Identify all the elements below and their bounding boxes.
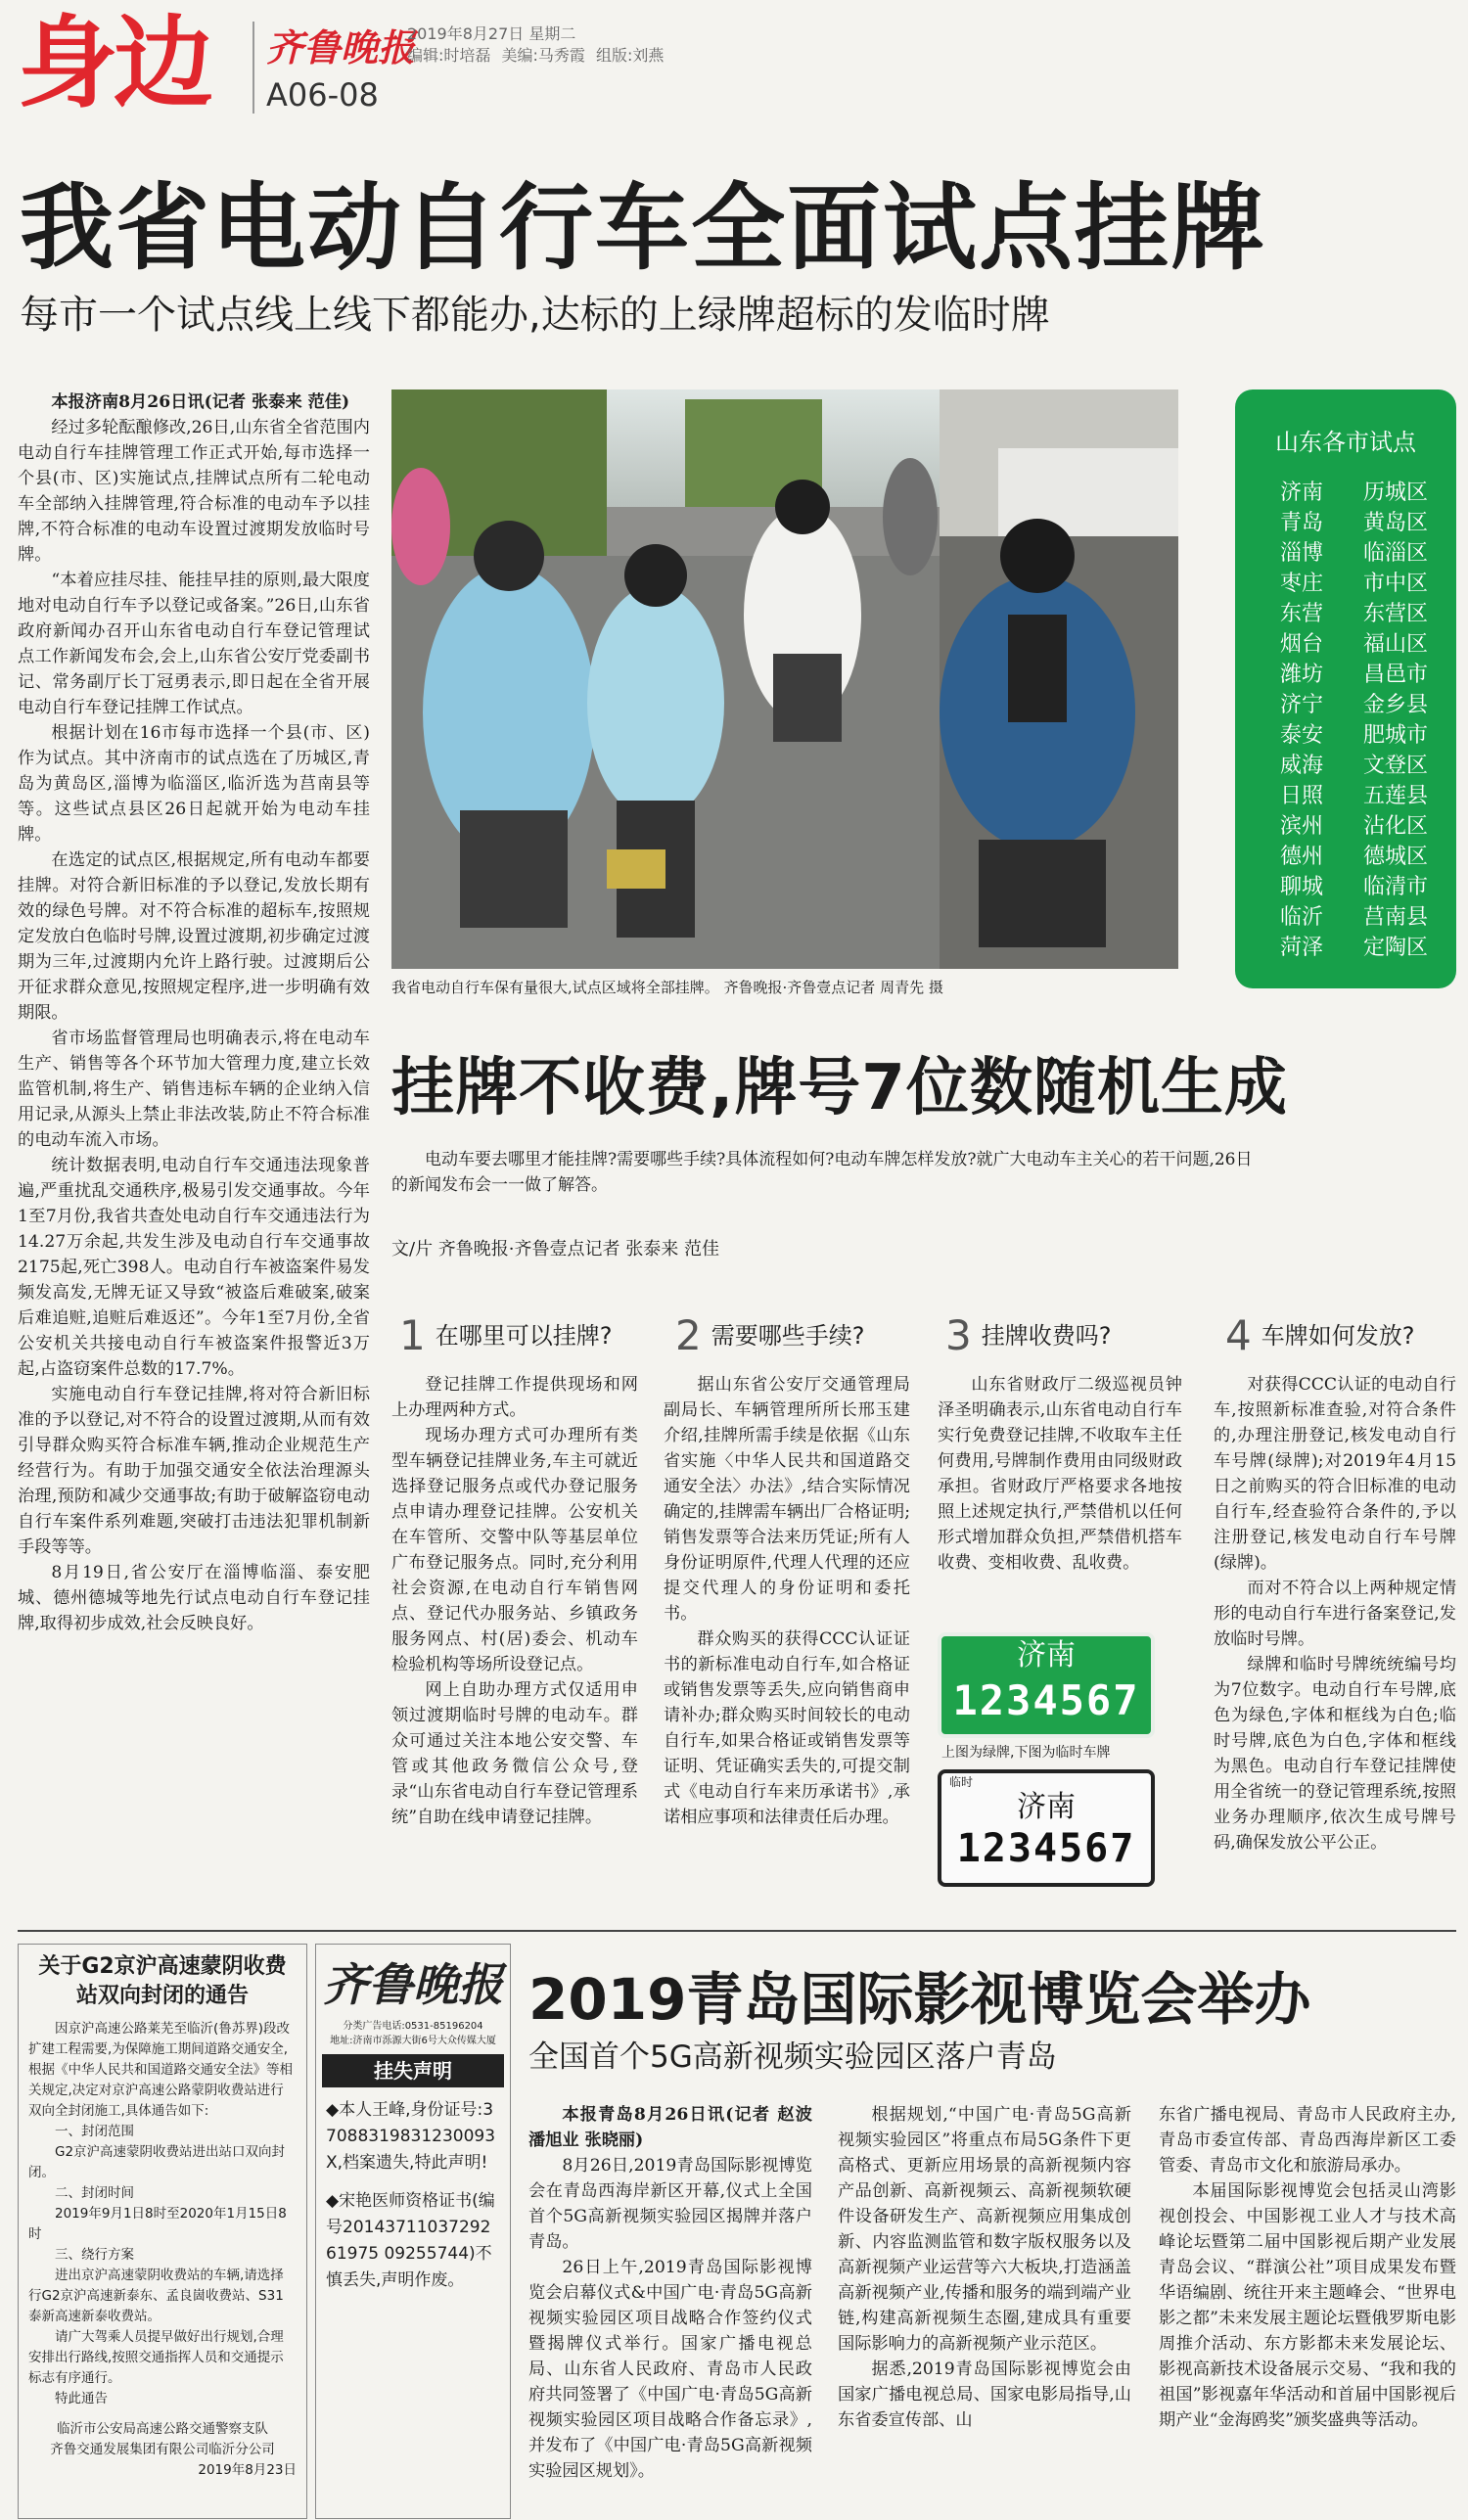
- sidebar-city: 青岛: [1280, 511, 1324, 535]
- notice-paragraph: 请广大驾乘人员提早做好出行规划,合理安排出行路线,按照交通指挥人员和交通提示标志有序通行。: [28, 2329, 284, 2386]
- sidebar-district: 德城区: [1363, 845, 1429, 869]
- sidebar-district: 五莲县: [1363, 784, 1429, 808]
- qa-heading-3: 3 挂牌收费吗?: [945, 1311, 1112, 1359]
- lead-paragraph: 统计数据表明,电动自行车交通违法现象普遍,严重扰乱交通秩序,极易引发交通事故。今年1至7月份,我省共查处电动自行车交通违法行为14.27万余起,共发生涉及电动自行车交通事故2175起,死亡398人。电动自行车被盗案件易发频发高发,无牌无证又导致“被盗后难破案,破案后难追赃,追赃后难返还”。今年1至7月份,全省公安机关共接电动自行车被盗案件报警近3万起,占盗窃案件总数的17.7%。: [18, 1156, 370, 1379]
- sidebar-district: 临清市: [1363, 875, 1429, 899]
- sidebar-city: 临沂: [1280, 905, 1324, 930]
- sidebar-city: 泰安: [1280, 723, 1324, 748]
- main-subheadline: 每市一个试点线上线下都能办,达标的上绿牌超标的发临时牌: [20, 293, 1050, 338]
- story2-headline: 挂牌不收费,牌号7位数随机生成: [391, 1052, 1288, 1124]
- classified-ad: [315, 1944, 511, 2519]
- lead-dateline: 本报济南8月26日讯(记者 张泰来 范佳): [51, 392, 350, 412]
- sidebar-city: 滨州: [1280, 814, 1324, 839]
- sidebar-district: 历城区: [1363, 481, 1429, 505]
- notice-paragraph: 三、绕行方案: [55, 2247, 134, 2263]
- qa-paragraph: 网上自助办理方式仅适用申领过渡期临时号牌的电动车。群众可通过关注本地公安交警、车管或其他政务微信公众号,登录“山东省电动自行车登记管理系统”自助在线申请登记挂牌。: [391, 1680, 638, 1827]
- paper-logo: 齐鲁晚报: [266, 25, 416, 69]
- lead-paragraph: 根据计划在16市每市选择一个县(市、区)作为试点。其中济南市的试点选在了历城区,青岛为黄岛区,淄博为临淄区,临沂选为莒南县等等。这些试点县区26日起就开始为电动车挂牌。: [18, 723, 370, 845]
- story3-paragraph: 本届国际影视博览会包括灵山湾影视创投会、中国影视工业人才与技术高峰论坛暨第二届中国影视后期产业发展青岛会议、“群演公社”项目成果发布暨华语编剧、统往开来主题峰会、“世界电影之都”未来发展主题论坛暨俄罗斯电影周推介活动、东方影都未来发展论坛、影视高新技术设备展示交易、“我和我的祖国”影视嘉年华活动和首届中国影视后期产业“金海鸥奖”颁奖盛典等活动。: [1159, 2181, 1456, 2430]
- ad-lost-notice-title: 挂失声明: [322, 2054, 504, 2087]
- sidebar-city: 德州: [1280, 845, 1324, 869]
- story3-column-1: [528, 2102, 812, 2513]
- sidebar-city: 济南: [1280, 481, 1324, 505]
- sidebar-district: 临淄区: [1363, 541, 1429, 566]
- news-photo: [391, 389, 1178, 969]
- notice-paragraph: 因京沪高速公路莱芜至临沂(鲁苏界)段改扩建工程需要,为保障施工期间道路交通安全,根据《中华人民共和国道路交通安全法》等相关规定,决定对京沪高速公路蒙阴收费站进行双向全封闭施工,具体通告如下:: [28, 2021, 293, 2119]
- story3-paragraph: 据悉,2019青岛国际影视博览会由国家广播电视总局、国家电影局指导,山东省委宣传部、山: [838, 2360, 1131, 2430]
- lead-paragraph: 实施电动自行车登记挂牌,将对符合新旧标准的予以登记,对不符合的设置过渡期,从而有效引导群众购买符合标准车辆,推动企业规范生产经营行为。有助于加强交通安全依法治理源头治理,预防和减少交通事故;有助于破解盗窃电动自行车案件系列难题,突破打击违法犯罪机制新手段等等。: [18, 1385, 370, 1557]
- notice-signer: 临沂市公安局高速公路交通警察支队: [57, 2421, 268, 2437]
- sidebar-city: 烟台: [1280, 632, 1324, 657]
- qa-paragraph: 登记挂牌工作提供现场和网上办理两种方式。: [391, 1375, 638, 1420]
- sidebar-district: 东营区: [1363, 602, 1429, 626]
- lead-paragraph: 省市场监督管理局也明确表示,将在电动车生产、销售等各个环节加大管理力度,建立长效监管机制,将生产、销售违标车辆的企业纳入信用记录,从源头上禁止非法改装,防止不符合标准的电动车流入市场。: [18, 1029, 370, 1150]
- notice-paragraph: 2019年9月1日8时至2020年1月15日8时: [28, 2206, 287, 2242]
- sidebar-district: 定陶区: [1363, 936, 1429, 960]
- ad-item: ◆本人王峰,身份证号:37088319831230093X,档案遗失,特此声明!: [326, 2100, 496, 2173]
- road-closure-notice: [18, 1944, 307, 2519]
- ad-paper-logo: 齐鲁晚报: [323, 1958, 503, 2011]
- notice-paragraph: 一、封闭范围: [55, 2124, 134, 2139]
- sidebar-city: 菏泽: [1280, 936, 1324, 960]
- sidebar-district: 福山区: [1363, 632, 1429, 657]
- sidebar-district: 肥城市: [1363, 723, 1429, 748]
- green-plate-city: 济南: [1017, 1638, 1076, 1672]
- plate-caption: 上图为绿牌,下图为临时车牌: [941, 1745, 1111, 1761]
- sidebar-district: 莒南县: [1363, 905, 1429, 930]
- story3-column-3: [1159, 2102, 1456, 2513]
- qa-paragraph: 对获得CCC认证的电动自行车,按照新标准查验,对符合条件的,办理注册登记,核发电动自行车号牌(绿牌);对2019年4月15日之前购买的符合旧标准的电动自行车,经查验符合条件的,予以注册登记,核发电动自行车号牌(绿牌)。: [1214, 1375, 1456, 1573]
- temporary-plate-tag: 临时: [949, 1775, 974, 1789]
- section-title: 身边: [18, 6, 209, 122]
- qa-heading-4: 4 车牌如何发放?: [1225, 1311, 1415, 1359]
- qa-paragraph: 群众购买的获得CCC认证证书的新标准电动自行车,如合格证或销售发票等丢失,应向销售商申请补办;群众购买时间较长的电动自行车,如果合格证或销售发票等证明、凭证确实丢失的,可提交制式《电动自行车来历承诺书》,承诺相应事项和法律责任后办理。: [664, 1629, 910, 1827]
- sidebar-title: 山东各市试点: [1275, 429, 1416, 456]
- notice-body: [28, 2019, 297, 2409]
- story3-headline: 2019青岛国际影视博览会举办: [528, 1966, 1311, 2033]
- notice-paragraph: 特此通告: [55, 2391, 108, 2406]
- sidebar-district: 文登区: [1363, 754, 1429, 778]
- sidebar-city: 威海: [1280, 754, 1324, 778]
- green-plate-number: 1234567: [952, 1676, 1140, 1724]
- lead-article: [18, 389, 370, 1916]
- ad-items: [316, 2097, 510, 2294]
- main-headline: 我省电动自行车全面试点挂牌: [20, 173, 1266, 283]
- notice-date: 2019年8月23日: [198, 2462, 297, 2478]
- qa-heading-2: 2 需要哪些手续?: [675, 1311, 865, 1359]
- masthead-divider: [252, 22, 254, 114]
- lead-paragraph: 8月19日,省公安厅在淄博临淄、泰安肥城、德州德城等地先行试点电动自行车登记挂牌,取得初步成效,社会反映良好。: [18, 1563, 370, 1633]
- ad-item: ◆宋艳医师资格证书(编号2014371103729261975 09255744)不慎丢失,声明作废。: [326, 2191, 495, 2290]
- notice-paragraph: 二、封闭时间: [55, 2185, 134, 2201]
- notice-signoff: [28, 2419, 297, 2481]
- notice-paragraph: 进出京沪高速蒙阴收费站的车辆,请选择行G2京沪高速新泰东、孟良崮收费站、S31泰新高速新泰收费站。: [28, 2268, 284, 2324]
- notice-title: 关于G2京沪高速蒙阴收费站双向封闭的通告: [38, 1954, 287, 2008]
- editors-line: 编辑:时培磊 美编:马秀霞 组版:刘燕: [407, 46, 665, 65]
- sidebar-district: 沾化区: [1363, 814, 1429, 839]
- section-rule: [18, 1930, 1456, 1932]
- sidebar-district: 昌邑市: [1363, 663, 1429, 687]
- temporary-plate: [938, 1769, 1155, 1887]
- sidebar-city: 济宁: [1280, 693, 1324, 717]
- sidebar-city: 日照: [1280, 784, 1324, 808]
- qa-paragraph: 山东省财政厅二级巡视员钟泽圣明确表示,山东省电动自行车实行免费登记挂牌,不收取车主任何费用,号牌制作费用由同级财政承担。省财政厅严格要求各地按照上述规定执行,严禁借机以任何形式增加群众负担,严禁借机搭车收费、变相收费、乱收费。: [938, 1375, 1182, 1573]
- pilot-cities-sidebar: [1235, 389, 1456, 988]
- sidebar-city: 淄博: [1280, 541, 1324, 566]
- qa-paragraph: 绿牌和临时号牌统统编号均为7位数字。电动自行车号牌,底色为绿色,字体和框线为白色;临时号牌,底色为白色,字体和框线为黑色。电动自行车登记挂牌使用全省统一的登记管理系统,按照业务办理顺序,依次生成号牌号码,确保发放公平公正。: [1214, 1655, 1456, 1853]
- sidebar-city: 聊城: [1280, 875, 1324, 899]
- sidebar-city: 东营: [1280, 602, 1324, 626]
- page-number: A06-08: [266, 76, 379, 114]
- photo-caption: 我省电动自行车保有量很大,试点区域将全部挂牌。 齐鲁晚报·齐鲁壹点记者 周青先 摄: [391, 979, 943, 996]
- ad-address: 地址:济南市泺源大街6号大众传媒大厦: [330, 2036, 496, 2046]
- qa-answer-4: [1214, 1372, 1456, 1915]
- qa-answer-3: [938, 1372, 1182, 1617]
- qa-paragraph: 现场办理方式可办理所有类型车辆登记挂牌业务,车主可就近选择登记服务点或代办登记服务点申请办理登记挂牌。公安机关在车管所、交警中队等基层单位广布登记服务点。同时,充分利用社会资源,在电动自行车销售网点、登记代办服务站、乡镇政务服务网点、村(居)委会、机动车检验机构等场所设登记点。: [391, 1426, 638, 1674]
- sidebar-city: 枣庄: [1280, 572, 1324, 596]
- lead-paragraph: 经过多轮酝酿修改,26日,山东省全省范围内电动自行车挂牌管理工作正式开始,每市选择一个县(市、区)实施试点,挂牌试点所有二轮电动车全部纳入挂牌管理,符合标准的电动车予以挂牌,不符合标准的电动车设置过渡期发放临时号牌。: [18, 418, 370, 565]
- qa-answer-1: [391, 1372, 638, 1915]
- lead-paragraph: “本着应挂尽挂、能挂早挂的原则,最大限度地对电动自行车予以登记或备案。”26日,山东省政府新闻办召开山东省电动自行车登记管理试点工作新闻发布会,会上,山东省公安厅党委副书记、常务副厅长丁冠勇表示,即日起在全省开展电动自行车登记挂牌工作试点。: [18, 571, 370, 717]
- qa-answer-2: [664, 1372, 910, 1915]
- story2-byline: 文/片 齐鲁晚报·齐鲁壹点记者 张泰来 范佳: [391, 1239, 719, 1260]
- story3-paragraph: 东省广播电视局、青岛市人民政府主办,青岛市委宣传部、青岛西海岸新区工委管委、青岛市文化和旅游局承办。: [1159, 2105, 1456, 2176]
- temporary-plate-city: 济南: [1017, 1790, 1076, 1824]
- story3-dateline: 本报青岛8月26日讯(记者 赵波 潘旭业 张晓丽): [528, 2105, 812, 2150]
- green-plate: [938, 1632, 1155, 1738]
- story3-subheadline: 全国首个5G高新视频实验园区落户青岛: [528, 2039, 1057, 2075]
- sidebar-list: [1245, 479, 1446, 962]
- sidebar-district: 金乡县: [1363, 693, 1429, 717]
- story3-paragraph: 根据规划,“中国广电·青岛5G高新视频实验园区”将重点布局5G条件下更高格式、更新应用场景的高新视频内容产品创新、高新视频云、高新视频软硬件设备研发生产、高新视频应用集成创新、内容监测监管和数字版权服务以及高新视频产业运营等六大板块,打造涵盖高新视频产业,传播和服务的端到端产业链,构建高新视频生态圈,建成具有重要国际影响力的高新视频产业示范区。: [838, 2105, 1131, 2354]
- notice-signer: 齐鲁交通发展集团有限公司临沂分公司: [50, 2442, 275, 2457]
- ad-hotline: 分类广告电话:0531-85196204: [343, 2021, 483, 2032]
- lead-paragraph: 在选定的试点区,根据规定,所有电动车都要挂牌。对符合新旧标准的予以登记,发放长期有效的绿色号牌。对不符合标准的超标车,按照规定发放白色临时号牌,设置过渡期,初步确定过渡期为三年,过渡期内允许上路行驶。过渡期后公开征求群众意见,按照规定程序,进一步明确有效期限。: [18, 850, 370, 1023]
- story2-intro: 电动车要去哪里才能挂牌?需要哪些手续?具体流程如何?电动车牌怎样发放?就广大电动车主关心的若干问题,26日的新闻发布会一一做了解答。: [391, 1150, 1253, 1195]
- story3-paragraph: 8月26日,2019青岛国际影视博览会在青岛西海岸新区开幕,仪式上全国首个5G高新视频实验园区揭牌并落户青岛。: [528, 2156, 812, 2252]
- qa-paragraph: 而对不符合以上两种规定情形的电动自行车进行备案登记,发放临时号牌。: [1214, 1579, 1456, 1649]
- temporary-plate-number: 1234567: [956, 1826, 1136, 1871]
- qa-heading-1: 1 在哪里可以挂牌?: [399, 1311, 613, 1359]
- story3-paragraph: 26日上午,2019青岛国际影视博览会启幕仪式&中国广电·青岛5G高新视频实验园区项目战略合作签约仪式暨揭牌仪式举行。国家广播电视总局、山东省人民政府、青岛市人民政府共同签署了《中国广电·青岛5G高新视频实验园区项目战略合作备忘录》,并发布了《中国广电·青岛5G高新视频实验园区规划》。: [528, 2258, 812, 2481]
- issue-date: 2019年8月27日 星期二: [407, 24, 576, 43]
- sidebar-district: 市中区: [1363, 572, 1429, 596]
- story3-column-2: [838, 2102, 1131, 2513]
- sidebar-city: 潍坊: [1280, 663, 1324, 687]
- sidebar-district: 黄岛区: [1363, 511, 1429, 535]
- qa-paragraph: 据山东省公安厅交通管理局副局长、车辆管理所所长邢玉建介绍,挂牌所需手续是依据《山东省实施〈中华人民共和国道路交通安全法〉办法》,结合实际情况确定的,挂牌需车辆出厂合格证明;销售发票等合法来历凭证;所有人身份证明原件,代理人代理的还应提交代理人的身份证明和委托书。: [664, 1375, 910, 1624]
- notice-paragraph: G2京沪高速蒙阴收费站进出站口双向封闭。: [28, 2144, 286, 2180]
